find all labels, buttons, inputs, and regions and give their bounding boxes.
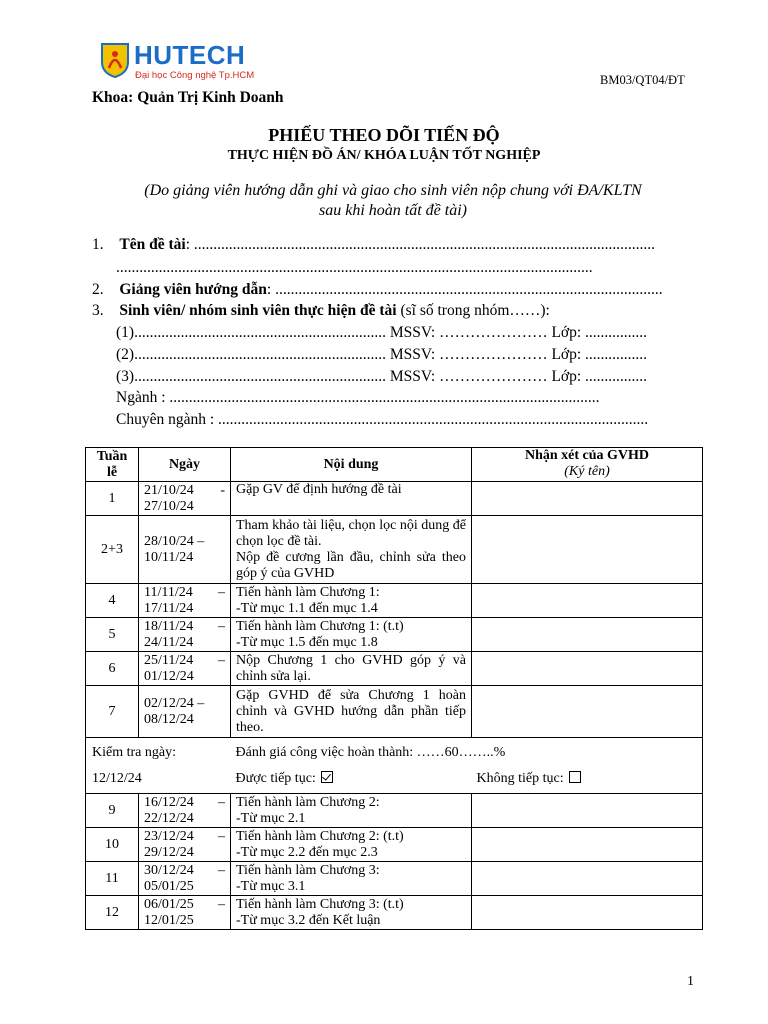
date-cell: 28/10/24 – 10/11/24 xyxy=(139,516,231,584)
content-line: -Từ mục 2.2 đến mục 2.3 xyxy=(236,844,378,860)
table-row xyxy=(86,516,703,584)
topic-num: 1. xyxy=(92,236,104,253)
date-cell: 18/11/24 – 24/11/24 xyxy=(139,618,231,652)
week-cell: 4 xyxy=(86,584,139,618)
content-line: Tham khảo tài liệu, chọn lọc nội dung để chọn lọc đề tài. xyxy=(236,517,466,549)
header-week: Tuần lễ xyxy=(86,448,139,482)
form-code: BM03/QT04/ĐT xyxy=(600,73,685,87)
advisor-dots[interactable]: : .................................................................................................... xyxy=(266,281,663,298)
student-row-2[interactable]: (2)................................................................. MSSV: ………………… Lớp: ................ xyxy=(116,346,648,363)
student-row-3[interactable]: (3)................................................................. MSSV: ………………… Lớp: ................ xyxy=(116,368,648,385)
check-row xyxy=(86,738,703,794)
content-line: -Từ mục 1.5 đến mục 1.8 xyxy=(236,634,378,650)
date-cell: 30/12/24 – 05/01/25 xyxy=(139,862,231,896)
date-cell: 25/11/24 – 01/12/24 xyxy=(139,652,231,686)
week-cell: 11 xyxy=(86,862,139,896)
page-title: PHIẾU THEO DÕI TIẾN ĐỘ xyxy=(268,125,500,145)
week-cell: 7 xyxy=(86,686,139,738)
comment-cell[interactable] xyxy=(472,482,703,516)
note-line-1: (Do giảng viên hướng dẫn ghi và giao cho sinh viên nộp chung với ĐA/KLTN xyxy=(144,182,642,199)
date-cell: 23/12/24 – 29/12/24 xyxy=(139,828,231,862)
continue-label: Được tiếp tục: xyxy=(235,770,316,786)
table-row xyxy=(86,584,703,618)
content-line: Gặp GV để định hướng đề tài xyxy=(236,482,402,497)
check-date-cell xyxy=(86,738,231,794)
advisor-label: Giảng viên hướng dẫn xyxy=(119,281,267,298)
faculty-label: Khoa: Quản Trị Kinh Doanh xyxy=(92,89,284,106)
students-field xyxy=(92,302,550,320)
content-cell xyxy=(231,794,472,828)
content-line: Tiến hành làm Chương 1: xyxy=(236,584,380,600)
content-cell xyxy=(231,896,472,930)
content-cell xyxy=(231,482,472,516)
header-comment xyxy=(472,448,703,482)
students-label: Sinh viên/ nhóm sinh viên thực hiện đề tài xyxy=(119,302,397,319)
week-cell: 9 xyxy=(86,794,139,828)
week-cell: 10 xyxy=(86,828,139,862)
comment-cell[interactable] xyxy=(472,686,703,738)
comment-cell[interactable] xyxy=(472,652,703,686)
stop-checkbox[interactable] xyxy=(569,771,581,783)
comment-cell[interactable] xyxy=(472,794,703,828)
content-line: -Từ mục 3.1 xyxy=(236,878,306,894)
table-row xyxy=(86,862,703,896)
content-line: -Từ mục 3.2 đến Kết luận xyxy=(236,912,381,928)
students-num: 3. xyxy=(92,302,104,319)
continue-options xyxy=(236,766,698,792)
content-line: Tiến hành làm Chương 2: (t.t) xyxy=(236,828,404,844)
stop-option xyxy=(477,766,582,792)
continue-checkbox[interactable] xyxy=(321,771,333,783)
content-cell xyxy=(231,584,472,618)
note-line-2: sau khi hoàn tất đề tài) xyxy=(319,202,467,219)
hutech-logo xyxy=(100,42,260,82)
table-header-row xyxy=(86,448,703,482)
header-comment-label: Nhận xét của GVHD xyxy=(524,448,650,463)
date-cell: 06/01/25 – 12/01/25 xyxy=(139,896,231,930)
topic-dots-line2[interactable]: ........................................................................................................................... xyxy=(116,259,593,276)
instruction-note xyxy=(0,181,768,221)
content-line: Tiến hành làm Chương 1: (t.t) xyxy=(236,618,404,634)
content-cell xyxy=(231,828,472,862)
date-cell: 21/10/24 - 27/10/24 xyxy=(139,482,231,516)
check-date-label: Kiểm tra ngày: xyxy=(92,744,176,760)
topic-dots[interactable]: : ....................................................................................................................... xyxy=(185,236,655,253)
content-line: -Từ mục 1.1 đến mục 1.4 xyxy=(236,600,378,616)
content-cell xyxy=(231,652,472,686)
date-cell: 16/12/24 – 22/12/24 xyxy=(139,794,231,828)
major-field[interactable]: Ngành : ............................................................................................................... xyxy=(116,389,600,406)
stop-label: Không tiếp tục: xyxy=(476,770,564,786)
topic-field xyxy=(92,236,655,254)
check-eval-cell xyxy=(231,738,703,794)
date-cell: 02/12/24 – 08/12/24 xyxy=(139,686,231,738)
progress-table xyxy=(85,447,703,930)
check-date-value: 12/12/24 xyxy=(92,770,142,786)
comment-cell[interactable] xyxy=(472,896,703,930)
content-line: Tiến hành làm Chương 2: xyxy=(236,794,380,810)
table-row xyxy=(86,828,703,862)
eval-percent: Đánh giá công việc hoàn thành: ……60……..% xyxy=(235,744,506,760)
comment-cell[interactable] xyxy=(472,516,703,584)
content-line: Nộp đề cương lần đầu, chỉnh sửa theo góp ý của GVHD xyxy=(236,549,466,581)
table-row xyxy=(86,686,703,738)
content-cell xyxy=(231,686,472,738)
comment-cell[interactable] xyxy=(472,828,703,862)
header-date: Ngày xyxy=(139,448,231,482)
logo-subtitle: Đại học Công nghệ Tp.HCM xyxy=(135,70,255,81)
table-row xyxy=(86,618,703,652)
comment-cell[interactable] xyxy=(472,618,703,652)
date-cell: 11/11/24 – 17/11/24 xyxy=(139,584,231,618)
shield-icon xyxy=(100,42,130,78)
specialization-field[interactable]: Chuyên ngành : ............................................................................................................... xyxy=(116,411,649,428)
content-line: Tiến hành làm Chương 3: (t.t) xyxy=(236,896,404,912)
comment-cell[interactable] xyxy=(472,584,703,618)
advisor-field xyxy=(92,281,663,299)
page-number: 1 xyxy=(687,974,694,989)
content-cell xyxy=(231,516,472,584)
content-cell xyxy=(231,618,472,652)
advisor-num: 2. xyxy=(92,281,104,298)
table-row xyxy=(86,482,703,516)
week-cell: 2+3 xyxy=(86,516,139,584)
students-note: (sĩ số trong nhóm……): xyxy=(396,302,550,319)
table-row xyxy=(86,896,703,930)
content-line: Nộp Chương 1 cho GVHD góp ý và chỉnh sửa lại. xyxy=(236,652,466,684)
week-cell: 5 xyxy=(86,618,139,652)
student-row-1[interactable]: (1)................................................................. MSSV: ………………… Lớp: ................ xyxy=(116,324,648,341)
content-line: Gặp GVHD để sửa Chương 1 hoàn chỉnh và GVHD hướng dẫn phần tiếp theo. xyxy=(236,687,466,735)
content-line: Tiến hành làm Chương 3: xyxy=(236,862,380,878)
content-cell xyxy=(231,862,472,896)
comment-cell[interactable] xyxy=(472,862,703,896)
table-row xyxy=(86,652,703,686)
week-cell: 1 xyxy=(86,482,139,516)
table-row xyxy=(86,794,703,828)
header-content: Nội dung xyxy=(231,448,472,482)
page-subtitle: THỰC HIỆN ĐỒ ÁN/ KHÓA LUẬN TỐT NGHIỆP xyxy=(227,148,541,163)
topic-label: Tên đề tài xyxy=(119,236,186,253)
week-cell: 12 xyxy=(86,896,139,930)
week-cell: 6 xyxy=(86,652,139,686)
logo-wordmark: HUTECH xyxy=(134,40,246,70)
content-line: -Từ mục 2.1 xyxy=(236,810,306,826)
header-comment-sub: (Ký tên) xyxy=(564,464,610,479)
